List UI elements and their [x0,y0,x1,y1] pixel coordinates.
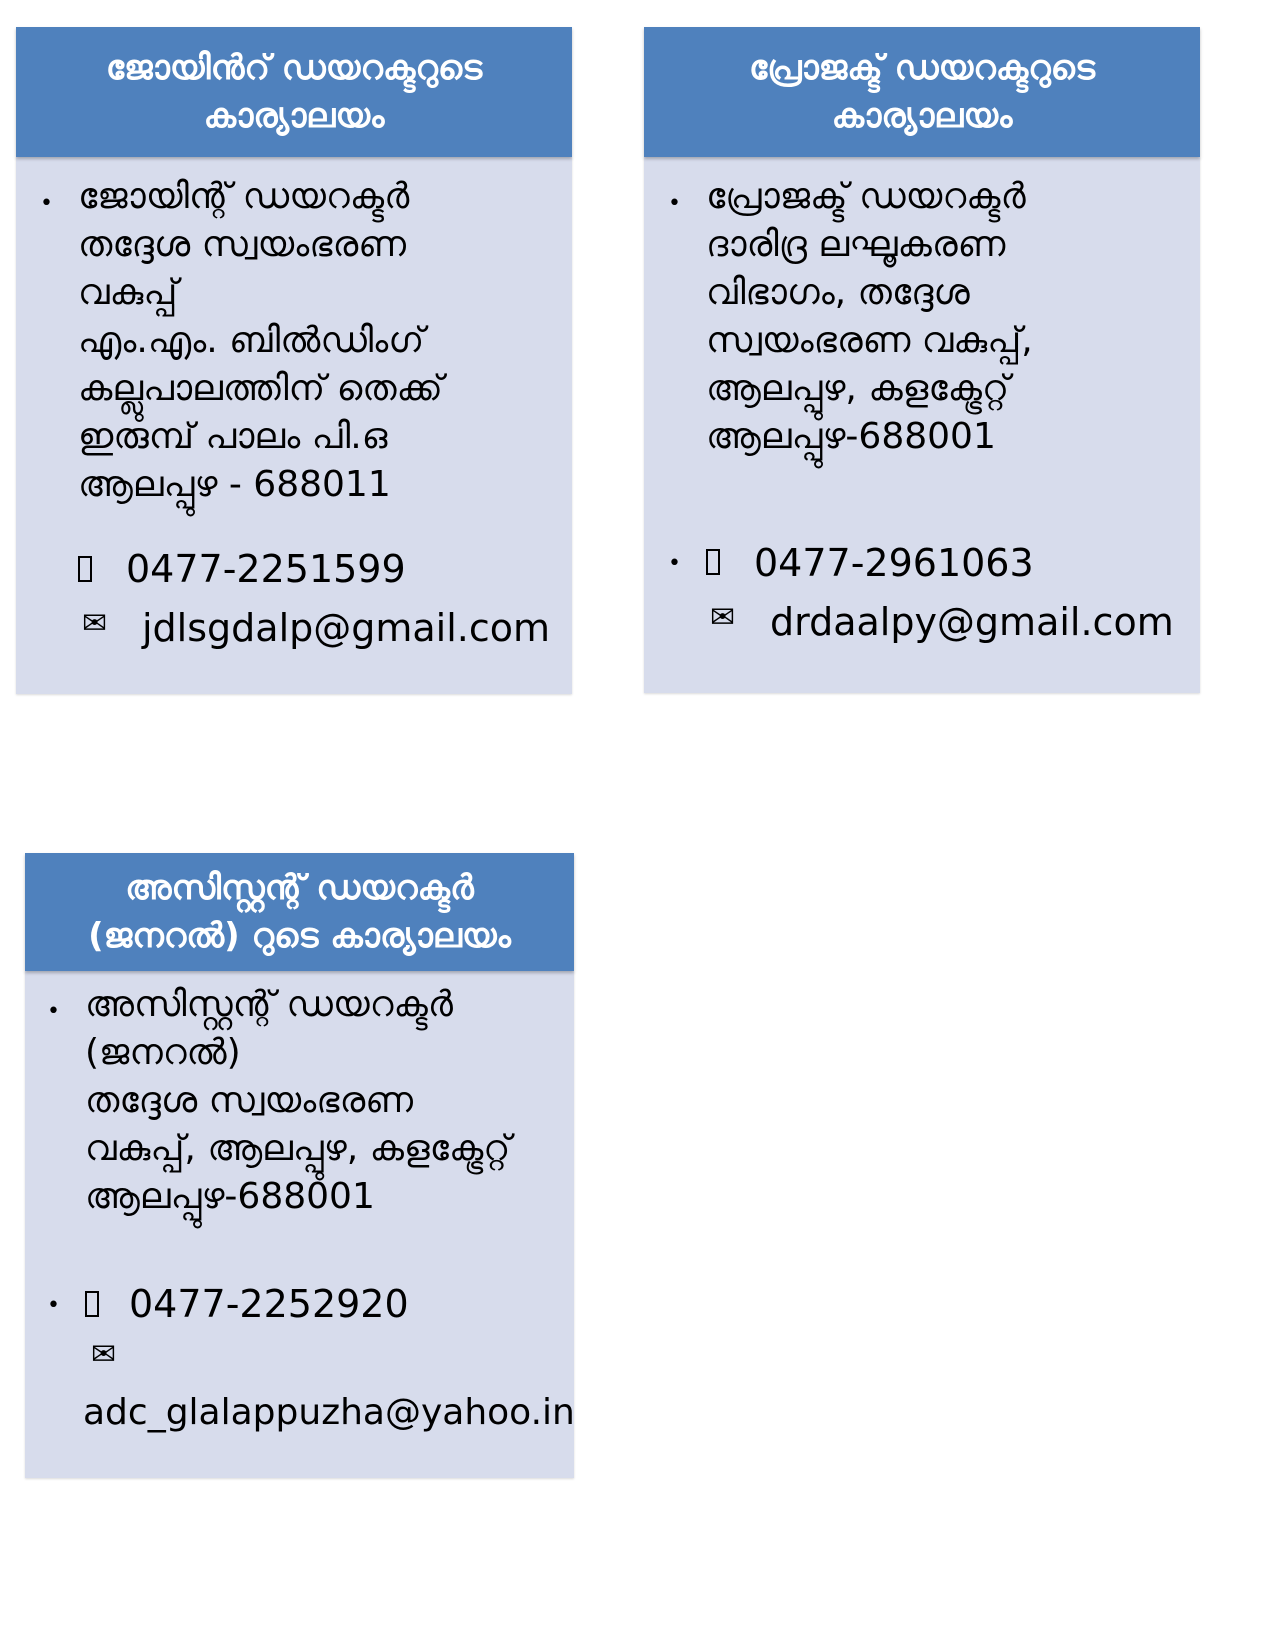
card-body [25,971,574,1478]
card-header [16,27,572,157]
joint-director-card [16,27,572,694]
address-line: ആലപ്പുഴ-688001 [85,1176,375,1217]
mail-icon: ✉ [82,606,108,641]
phone-icon [85,1291,99,1317]
card-header [25,853,574,971]
card-title-line-1: പ്രോജക്ട് ഡയറക്ടറുടെ [749,48,1095,88]
card-title-line-1: ജോയിൻറ് ഡയറക്ടറുടെ [105,48,483,88]
phone-number: 0477-2961063 [754,541,1034,585]
card-header [644,27,1200,157]
address-line: അസിസ്റ്റന്റ് ഡയറക്ടർ [85,984,453,1025]
address-line: ഇരുമ്പ് പാലം പി.ഒ [78,416,388,457]
address-block [706,173,1033,461]
address-line: വകുപ്പ് [78,272,178,313]
phone-icon [706,549,720,575]
address-line: വിഭാഗം, തദ്ദേശ [706,272,970,313]
card-title-line-1: അസിസ്റ്റന്റ് ഡയറക്ടർ [125,868,474,908]
card-title-line-2: കാര്യാലയം [203,96,385,136]
card-title-line-2: കാര്യാലയം [831,96,1013,136]
address-line: ദാരിദ്ര ലഘൂകരണ [706,224,1006,265]
project-director-card [644,27,1200,693]
address-block [85,981,511,1221]
email-address[interactable]: drdaalpy@gmail.com [770,600,1174,644]
address-line: (ജനറൽ) [85,1032,241,1073]
mail-icon: ✉ [91,1337,117,1372]
card-body [16,157,572,694]
phone-number: 0477-2251599 [126,547,406,591]
phone-number: 0477-2252920 [129,1282,409,1326]
address-line: ആലപ്പുഴ-688001 [706,416,996,457]
address-line: എം.എം. ബിൽഡിംഗ് [78,320,425,361]
bullet-icon: • [47,999,60,1024]
address-line: പ്രോജക്ട് ഡയറക്ടർ [706,176,1026,217]
bullet-icon: • [47,1293,60,1318]
address-line: ആലപ്പുഴ - 688011 [78,464,391,505]
card-body [644,157,1200,693]
address-line: തദ്ദേശ സ്വയംഭരണ [78,224,406,265]
bullet-icon: • [40,191,53,216]
mail-icon: ✉ [710,600,736,635]
phone-icon [78,556,92,582]
address-line: ജോയിന്റ് ഡയറക്ടർ [78,176,410,217]
address-block [78,173,443,509]
address-line: തദ്ദേശ സ്വയംഭരണ [85,1080,413,1121]
card-title-line-2: (ജനറൽ) റുടെ കാര്യാലയം [88,916,511,956]
address-line: കല്ലുപാലത്തിന് തെക്ക് [78,368,443,409]
address-line: വകുപ്പ്, ആലപ്പുഴ, കളക്ട്രേറ്റ് [85,1128,511,1169]
assistant-director-card [25,853,574,1478]
address-line: സ്വയംഭരണ വകുപ്പ്, [706,320,1033,361]
address-line: ആലപ്പുഴ, കളക്ട്രേറ്റ് [706,368,1010,409]
email-address[interactable]: adc_glalappuzha@yahoo.in [83,1392,575,1433]
email-address[interactable]: jdlsgdalp@gmail.com [142,606,551,650]
bullet-icon: • [668,191,681,216]
bullet-icon: • [668,551,681,576]
